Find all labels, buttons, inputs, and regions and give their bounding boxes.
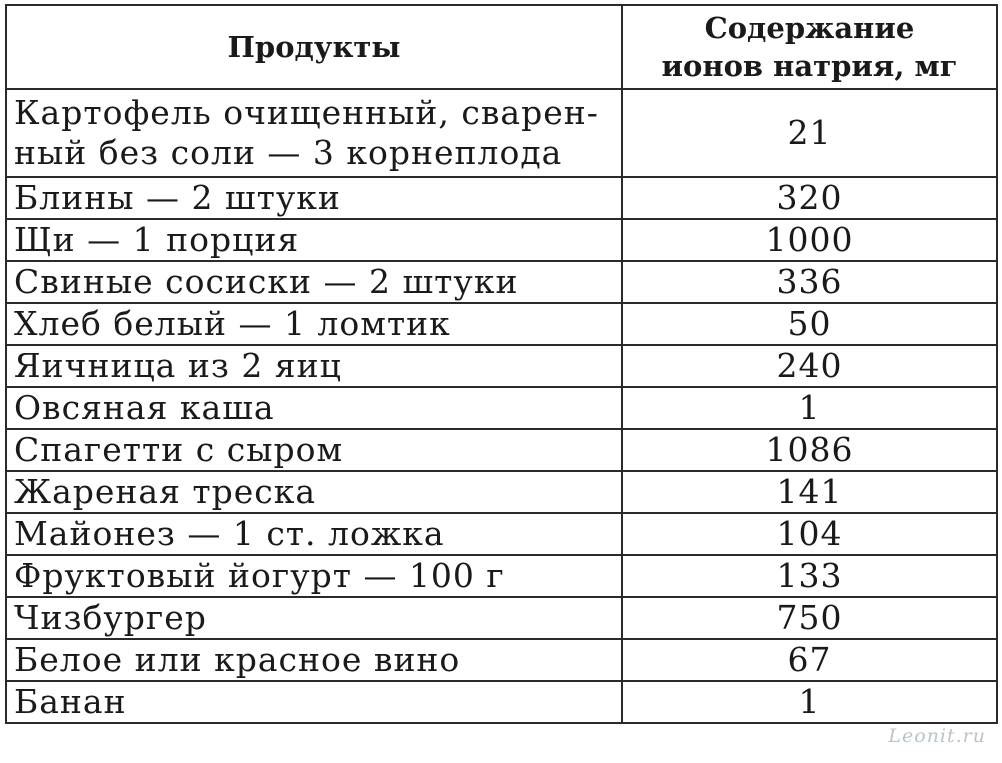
product-cell: Белое или красное вино: [6, 639, 622, 681]
table-row: [6, 219, 997, 261]
sodium-value-cell: 21: [622, 89, 997, 177]
product-cell: Жареная треска: [6, 471, 622, 513]
sodium-value-cell: 1: [622, 681, 997, 723]
sodium-value-cell: 1000: [622, 219, 997, 261]
table-row: [6, 471, 997, 513]
product-cell: Чизбургер: [6, 597, 622, 639]
table-row: [6, 345, 997, 387]
sodium-value-cell: 1086: [622, 429, 997, 471]
sodium-value-cell: 133: [622, 555, 997, 597]
sodium-value-cell: 320: [622, 177, 997, 219]
product-cell: [6, 89, 622, 177]
sodium-value-cell: 750: [622, 597, 997, 639]
table-row: [6, 261, 997, 303]
product-cell: Овсяная каша: [6, 387, 622, 429]
header-products-label: Продукты: [227, 30, 401, 64]
watermark: Leonit.ru: [888, 725, 986, 747]
sodium-value-cell: 1: [622, 387, 997, 429]
table-row: [6, 513, 997, 555]
table-row: [6, 639, 997, 681]
product-cell: Хлеб белый — 1 ломтик: [6, 303, 622, 345]
sodium-value-cell: 67: [622, 639, 997, 681]
table-row: [6, 597, 997, 639]
table-header-row: [6, 5, 997, 89]
product-cell: Щи — 1 порция: [6, 219, 622, 261]
header-products: [6, 5, 622, 89]
table-row: [6, 555, 997, 597]
product-name-line1: Картофель очищенный, сварен-: [14, 93, 599, 132]
sodium-value-cell: 104: [622, 513, 997, 555]
table-row: [6, 387, 997, 429]
product-cell: Свиные сосиски — 2 штуки: [6, 261, 622, 303]
header-sodium-line2: ионов натрия, мг: [661, 49, 958, 83]
sodium-value-cell: 50: [622, 303, 997, 345]
sodium-value-cell: 141: [622, 471, 997, 513]
sodium-value-cell: 240: [622, 345, 997, 387]
product-name-line2: ный без соли — 3 корнеплода: [14, 133, 563, 172]
table-row: [6, 177, 997, 219]
table-row: [6, 303, 997, 345]
header-sodium: [622, 5, 997, 89]
product-cell: Яичница из 2 яиц: [6, 345, 622, 387]
sodium-content-table: [5, 4, 998, 724]
sodium-value-cell: 336: [622, 261, 997, 303]
table-row: [6, 429, 997, 471]
product-cell: Спагетти с сыром: [6, 429, 622, 471]
product-cell: Майонез — 1 ст. ложка: [6, 513, 622, 555]
table-row: [6, 681, 997, 723]
header-sodium-line1: Содержание: [704, 11, 915, 45]
table-row: [6, 89, 997, 177]
product-cell: Фруктовый йогурт — 100 г: [6, 555, 622, 597]
product-cell: Блины — 2 штуки: [6, 177, 622, 219]
product-cell: Банан: [6, 681, 622, 723]
